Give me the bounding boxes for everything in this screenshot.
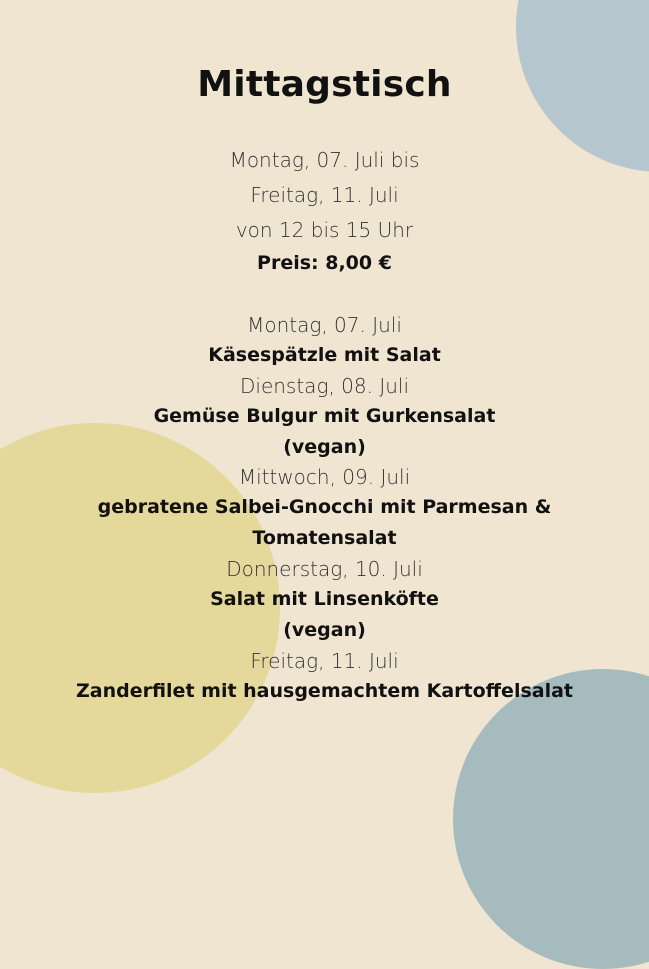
price-label: Preis: 8,00 € <box>257 252 392 274</box>
menu-dish-tuesday: Gemüse Bulgur mit Gurkensalat <box>153 404 496 427</box>
intro-date-start: Montag, 07. Juli bis <box>229 148 420 172</box>
menu-day-friday: Freitag, 11. Juli <box>250 648 399 673</box>
menu-day-thursday: Donnerstag, 10. Juli <box>226 556 423 581</box>
menu-dish-thursday-note: (vegan) <box>283 618 366 641</box>
intro-date-end: Freitag, 11. Juli <box>250 183 399 207</box>
menu-dish-wednesday-line-2: Tomatensalat <box>252 527 397 550</box>
menu-dish-tuesday-note: (vegan) <box>283 435 366 458</box>
menu-dish-friday: Zanderfilet mit hausgemachtem Kartoffelsalat <box>75 679 573 702</box>
intro-time: von 12 bis 15 Uhr <box>235 218 414 242</box>
decorative-circle-bottom-right <box>453 669 649 969</box>
menu-dish-monday: Käsespätzle mit Salat <box>208 344 441 366</box>
menu-dish-thursday: Salat mit Linsenköfte <box>210 587 439 610</box>
menu-dish-wednesday-line-1: gebratene Salbei-Gnocchi mit Parmesan & <box>97 496 552 519</box>
menu-day-monday: Montag, 07. Juli <box>247 313 402 337</box>
menu-day-tuesday: Dienstag, 08. Juli <box>239 373 410 398</box>
weekly-menu-list <box>0 310 649 706</box>
menu-day-wednesday: Mittwoch, 09. Juli <box>238 465 411 490</box>
page-title: Mittagstisch <box>197 64 452 105</box>
